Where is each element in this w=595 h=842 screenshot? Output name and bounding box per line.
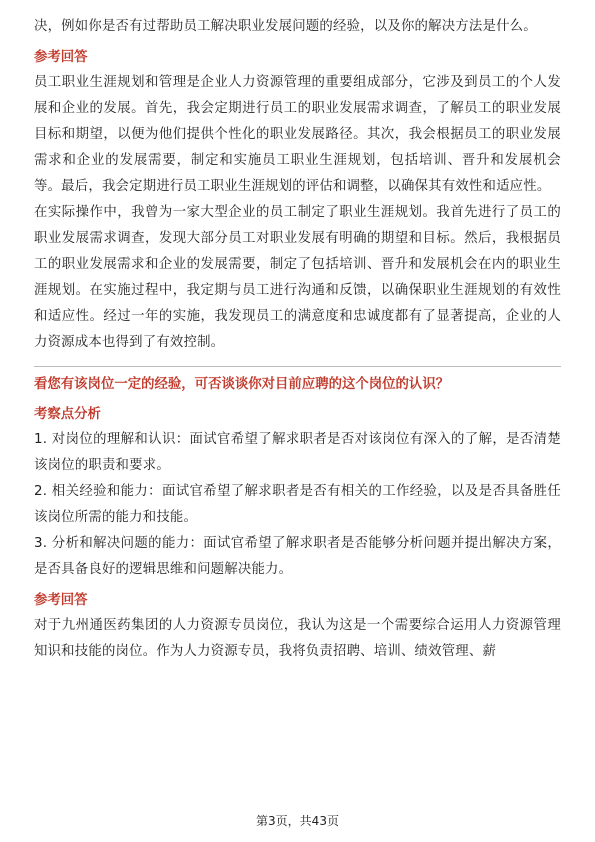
- page-content: [34, 14, 561, 665]
- analysis-label: 考察点分析: [34, 407, 101, 422]
- answer-paragraph: 员工职业生涯规划和管理是企业人力资源管理的重要组成部分，它涉及到员工的个人发展和企业的发展。首先，我会定期进行员工的职业发展需求调查，了解员工的职业发展目标和期望，以便为他们提供个性化的职业发展路径。其次，我会根据员工的职业发展需求和企业的发展需要，制定和实施员工职业生涯规划，包括培训、晋升和发展机会等。最后，我会定期进行员工职业生涯规划的评估和调整，以确保其有效性和适应性。: [34, 75, 561, 194]
- page-number: 第3页，共43页: [256, 814, 339, 828]
- answer-paragraph: 对于九州通医药集团的人力资源专员岗位，我认为这是一个需要综合运用人力资源管理知识和技能的岗位。作为人力资源专员，我将负责招聘、培训、绩效管理、薪: [34, 618, 561, 659]
- interview-question: 看您有该岗位一定的经验，可否谈谈你对目前应聘的这个岗位的认识？: [34, 377, 450, 392]
- question-continuation: 决，例如你是否有过帮助员工解决职业发展问题的经验，以及你的解决方法是什么。: [34, 19, 537, 34]
- section-divider: [34, 366, 561, 367]
- analysis-point: 3. 分析和解决问题的能力：面试官希望了解求职者是否能够分析问题并提出解决方案，是否具备良好的逻辑思维和问题解决能力。: [34, 536, 561, 577]
- analysis-point: 1. 对岗位的理解和认识：面试官希望了解求职者是否对该岗位有深入的了解，是否清楚该岗位的职责和要求。: [34, 432, 561, 473]
- reference-answer-label: 参考回答: [34, 50, 88, 65]
- analysis-point: 2. 相关经验和能力：面试官希望了解求职者是否有相关的工作经验，以及是否具备胜任该岗位所需的能力和技能。: [34, 484, 561, 525]
- reference-answer-label: 参考回答: [34, 593, 88, 608]
- answer-paragraph: 在实际操作中，我曾为一家大型企业的员工制定了职业生涯规划。我首先进行了员工的职业发展需求调查，发现大部分员工对职业发展有明确的期望和目标。然后，我根据员工的职业发展需求和企业的发展需要，制定了包括培训、晋升和发展机会在内的职业生涯规划。在实施过程中，我定期与员工进行沟通和反馈，以确保职业生涯规划的有效性和适应性。经过一年的实施，我发现员工的满意度和忠诚度都有了显著提高，企业的人力资源成本也得到了有效控制。: [34, 205, 561, 350]
